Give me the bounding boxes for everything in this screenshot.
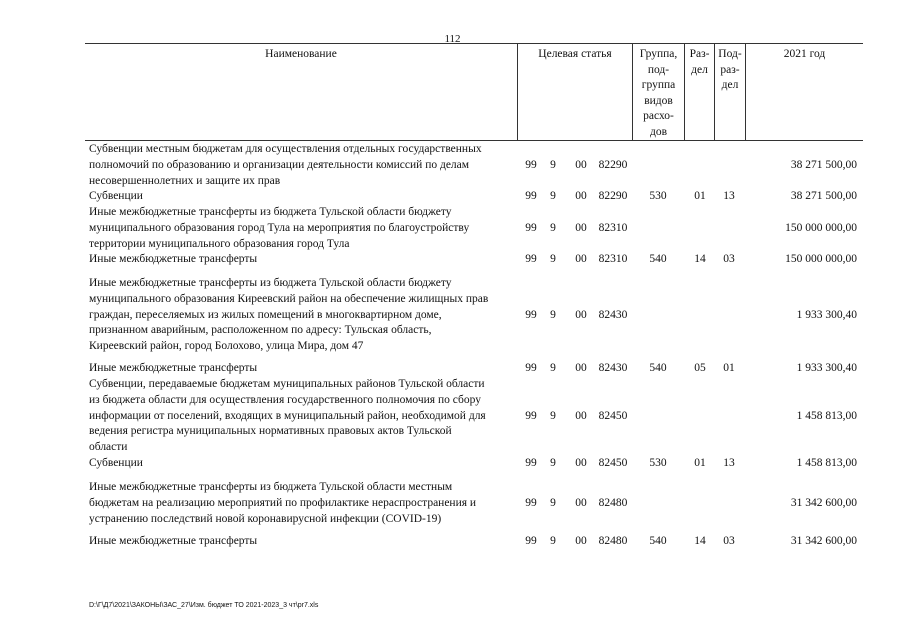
row-name-line: области (89, 441, 128, 454)
cell-c1: 99 (525, 190, 537, 202)
cell-amount: 150 000 000,00 (785, 221, 857, 234)
cell-c4: 82480 (598, 496, 628, 509)
row-name (89, 377, 517, 456)
row-name (89, 456, 517, 472)
row-name-line: Субвенции (89, 190, 143, 202)
cell-c4: 82450 (598, 457, 628, 469)
cell-c1: 99 (525, 409, 537, 422)
header-group (632, 44, 684, 140)
header-group-line: видов (644, 94, 673, 107)
header-subsection (714, 44, 745, 140)
cell-c4: 82310 (598, 221, 628, 234)
table-row (0, 189, 905, 205)
row-name-line: ведения регистра муниципальных нормативных правовых актов Тульской (89, 425, 452, 438)
cell-c2: 9 (550, 496, 556, 509)
cell-c1: 99 (525, 496, 537, 509)
cell-c2: 9 (550, 362, 556, 374)
cell-razd: 14 (694, 253, 706, 265)
header-name (85, 44, 517, 140)
cell-razd: 01 (694, 190, 706, 202)
header-section (684, 44, 714, 140)
cell-c2: 9 (550, 409, 556, 422)
row-name-line: Субвенции местным бюджетам для осуществления отдельных государственных (89, 143, 482, 155)
table-row (0, 456, 905, 472)
cell-razd: 01 (694, 457, 706, 469)
cell-c1: 99 (525, 362, 537, 374)
cell-amount: 31 342 600,00 (790, 535, 857, 547)
row-name (89, 252, 517, 268)
cell-amount: 1 933 300,40 (796, 362, 857, 374)
header-section-line: Раз- (689, 48, 710, 60)
header-target (517, 44, 632, 140)
header-year (745, 44, 863, 140)
header-group-line: расхо- (643, 110, 674, 122)
cell-c4: 82480 (598, 535, 628, 547)
cell-grp: 530 (649, 190, 667, 202)
cell-c1: 99 (525, 457, 537, 469)
row-name (89, 480, 517, 527)
cell-c3: 00 (575, 158, 587, 171)
cell-c3: 00 (575, 190, 587, 202)
cell-amount: 31 342 600,00 (790, 496, 857, 509)
cell-pod: 01 (723, 362, 735, 374)
cell-pod: 03 (723, 253, 735, 265)
row-name-line: информации от поселений, входящих в муниципальный район, необходимой для (89, 409, 486, 422)
cell-amount: 1 458 813,00 (796, 409, 857, 422)
cell-c2: 9 (550, 253, 556, 265)
cell-c1: 99 (525, 535, 537, 547)
row-name (89, 361, 517, 377)
row-name-line: Иные межбюджетные трансферты (89, 362, 258, 374)
row-name-line: Киреевский район, город Болохово, улица Мира, дом 47 (89, 340, 364, 353)
row-name-line: территории муниципального образования город Тула (89, 237, 350, 250)
row-name-line: муниципального образования город Тула на мероприятия по благоустройству (89, 221, 470, 234)
row-name-line: Иные межбюджетные трансферты из бюджета Тульской области бюджету (89, 277, 452, 289)
table-row (0, 361, 905, 377)
cell-grp: 540 (649, 253, 667, 265)
row-name-line: из бюджета области для осуществления государственного полномочия по сбору (89, 393, 481, 406)
table-row (0, 142, 905, 189)
row-name-line: несовершеннолетних и защите их прав (89, 174, 281, 187)
cell-c4: 82310 (598, 253, 628, 265)
row-name (89, 276, 517, 355)
row-name (89, 142, 517, 189)
cell-amount: 150 000 000,00 (785, 253, 857, 265)
row-name-line: бюджетам на реализацию мероприятий по профилактике нераспространения и (89, 496, 477, 509)
row-name-line: полномочий по образованию и организации деятельности комиссий по делам (89, 158, 470, 171)
cell-amount: 38 271 500,00 (790, 158, 857, 171)
header-group-line: группа (641, 79, 676, 91)
header-subsection-line: раз- (720, 63, 740, 76)
table-row (0, 252, 905, 268)
cell-c3: 00 (575, 496, 587, 509)
cell-c1: 99 (525, 158, 537, 171)
cell-c4: 82290 (598, 190, 628, 202)
file-path-footer: D:\Г\Д7\2021\ЗАКОНЫ\ЗАС_27\Изм. бюджет ТО 2021-2023_3 чт\pr7.xls (89, 602, 319, 609)
row-name (89, 534, 517, 550)
cell-c4: 82430 (598, 362, 628, 374)
table-row (0, 205, 905, 252)
header-year-label: 2021 год (783, 48, 826, 60)
cell-c3: 00 (575, 253, 587, 265)
cell-pod: 03 (723, 535, 735, 547)
row-name-line: Иные межбюджетные трансферты из бюджета Тульской области местным (89, 481, 453, 493)
cell-c4: 82430 (598, 308, 628, 321)
header-section-line: дел (691, 63, 708, 76)
cell-c2: 9 (550, 158, 556, 171)
row-name-line: Субвенции (89, 457, 143, 469)
cell-c4: 82450 (598, 409, 628, 422)
cell-c3: 00 (575, 457, 587, 469)
cell-c4: 82290 (598, 158, 628, 171)
header-subsection-line: Под- (718, 48, 742, 60)
row-name-line: муниципального образования Киреевский район на обеспечение жилищных прав (89, 292, 489, 305)
cell-c2: 9 (550, 308, 556, 321)
cell-grp: 540 (649, 362, 667, 374)
row-name-line: Иные межбюджетные трансферты из бюджета Тульской области бюджету (89, 206, 452, 218)
header-group-line: дов (649, 125, 668, 138)
cell-amount: 38 271 500,00 (790, 190, 857, 202)
cell-c3: 00 (575, 221, 587, 234)
table-header (85, 43, 863, 141)
cell-pod: 13 (723, 457, 735, 469)
header-group-line: Группа, (639, 48, 678, 60)
table-row (0, 377, 905, 456)
cell-c1: 99 (525, 253, 537, 265)
cell-razd: 14 (694, 535, 706, 547)
row-name-line: устранению последствий новой коронавирусной инфекции (COVID-19) (89, 512, 442, 525)
row-name-line: Субвенции, передаваемые бюджетам муниципальных районов Тульской области (89, 378, 485, 390)
cell-c3: 00 (575, 409, 587, 422)
cell-c2: 9 (550, 190, 556, 202)
cell-amount: 1 933 300,40 (796, 308, 857, 321)
cell-c1: 99 (525, 308, 537, 321)
cell-c1: 99 (525, 221, 537, 234)
table-row (0, 276, 905, 355)
cell-amount: 1 458 813,00 (796, 457, 857, 469)
row-name-line: Иные межбюджетные трансферты (89, 253, 258, 265)
header-target-label: Целевая статья (538, 48, 612, 60)
cell-c2: 9 (550, 457, 556, 469)
row-name-line: признанном аварийным, расположенном по адресу: Тульская область, (89, 324, 432, 337)
row-name (89, 205, 517, 252)
table-row (0, 534, 905, 550)
table-row (0, 480, 905, 527)
header-name-label: Наименование (265, 48, 337, 60)
header-subsection-line: дел (721, 79, 739, 91)
cell-grp: 540 (649, 535, 667, 547)
row-name-line: Иные межбюджетные трансферты (89, 535, 258, 547)
cell-c3: 00 (575, 362, 587, 374)
row-name (89, 189, 517, 205)
cell-grp: 530 (649, 457, 667, 469)
page-number: 112 (444, 33, 461, 45)
cell-razd: 05 (694, 362, 706, 374)
header-group-line: под- (647, 63, 670, 76)
cell-pod: 13 (723, 190, 735, 202)
cell-c3: 00 (575, 535, 587, 547)
cell-c3: 00 (575, 308, 587, 321)
cell-c2: 9 (550, 535, 556, 547)
row-name-line: граждан, переселяемых из жилых помещений в многоквартирном доме, (89, 308, 442, 321)
cell-c2: 9 (550, 221, 556, 234)
